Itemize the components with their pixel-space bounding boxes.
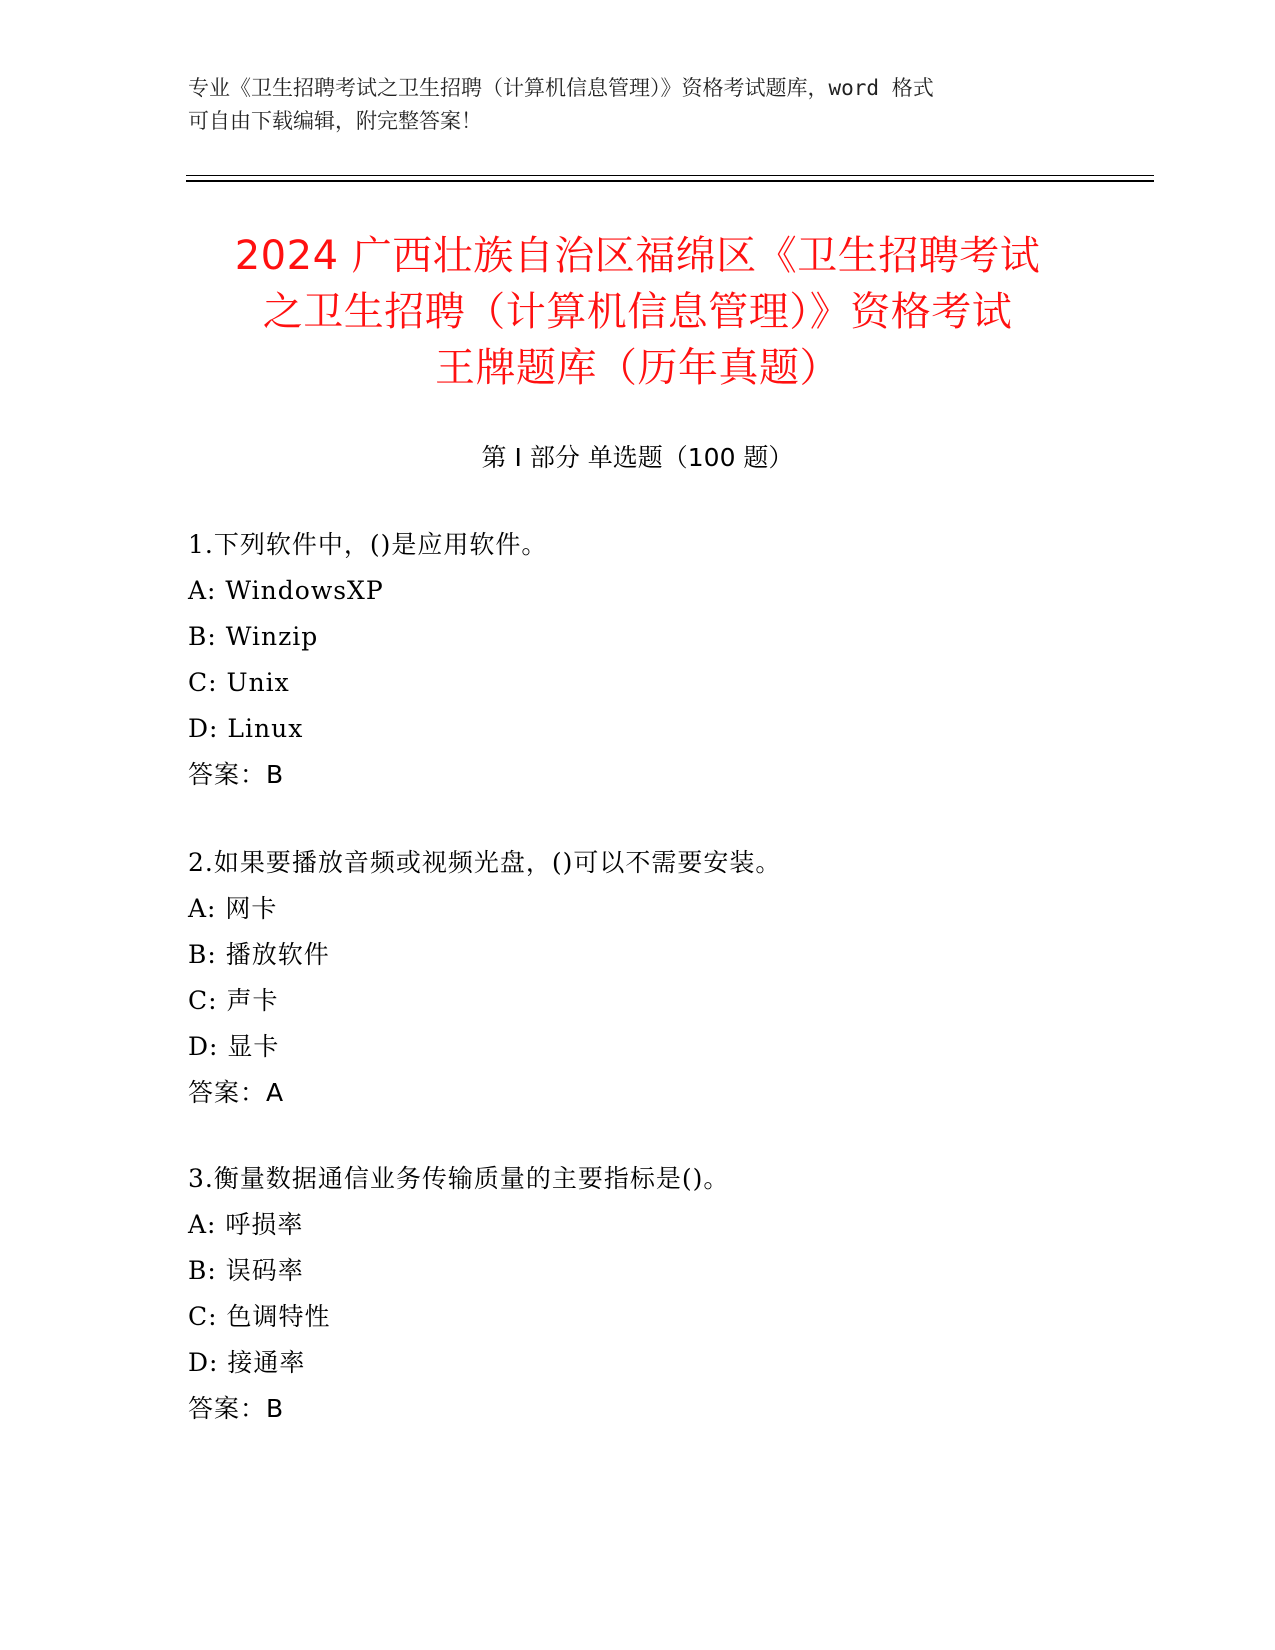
- title-line-2: 之卫生招聘（计算机信息管理）》资格考试: [262, 289, 1013, 335]
- question-2: [188, 840, 781, 1116]
- header-divider-thick: [186, 180, 1154, 182]
- question-stem: 3.衡量数据通信业务传输质量的主要指标是()。: [188, 1164, 730, 1193]
- header-divider-thin: [186, 175, 1154, 176]
- question-1: [188, 522, 547, 798]
- option-d: D: 显卡: [188, 1032, 280, 1061]
- option-c: C: Unix: [188, 668, 290, 697]
- answer: 答案：A: [188, 1078, 285, 1107]
- header-note-line-2: 可自由下载编辑，附完整答案！: [188, 109, 482, 133]
- header-note-line-1: 专业《卫生招聘考试之卫生招聘（计算机信息管理）》资格考试题库，word 格式: [188, 76, 934, 100]
- question-stem: 2.如果要播放音频或视频光盘，()可以不需要安装。: [188, 848, 782, 877]
- option-c: C: 声卡: [188, 986, 279, 1015]
- option-b: B: 播放软件: [188, 940, 330, 969]
- option-b: B: 误码率: [188, 1256, 304, 1285]
- question-stem: 1.下列软件中，()是应用软件。: [188, 530, 548, 559]
- document-title: [150, 228, 1125, 396]
- option-b: B: Winzip: [188, 622, 319, 651]
- option-d: D: Linux: [188, 714, 304, 743]
- option-a: A: 网卡: [188, 894, 278, 923]
- option-d: D: 接通率: [188, 1348, 306, 1377]
- title-line-1: 2024 广西壮族自治区福绵区《卫生招聘考试: [234, 233, 1041, 279]
- answer: 答案：B: [188, 760, 285, 789]
- title-line-3: 王牌题库（历年真题）: [435, 345, 840, 391]
- option-a: A: 呼损率: [188, 1210, 304, 1239]
- header-note: [188, 72, 1088, 138]
- option-c: C: 色调特性: [188, 1302, 331, 1331]
- option-a: A: WindowsXP: [188, 576, 384, 605]
- question-3: [188, 1156, 729, 1432]
- answer: 答案：B: [188, 1394, 285, 1423]
- section-heading: 第 I 部分 单选题（100 题）: [481, 443, 794, 472]
